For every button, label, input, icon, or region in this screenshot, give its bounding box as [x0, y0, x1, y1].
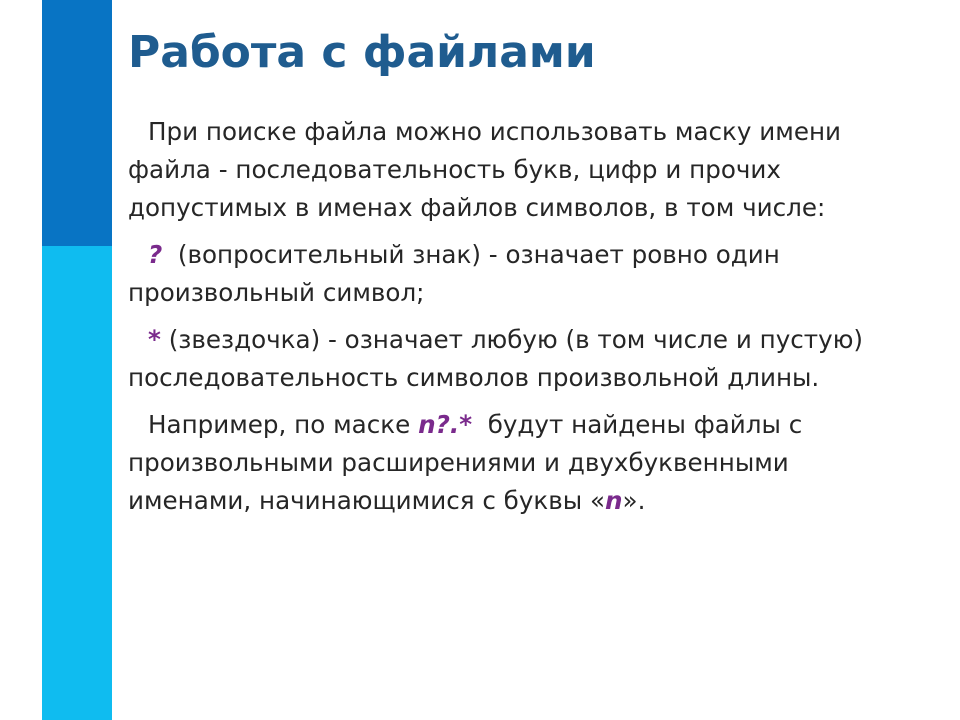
intro-line-2: файла - последовательность букв, цифр и прочих — [128, 155, 781, 184]
question-mark-paragraph — [128, 236, 928, 312]
example-lead: Например, по маске — [148, 410, 419, 439]
example-line-2: произвольными расширениями и двухбуквенными — [128, 448, 789, 477]
example-letter: n — [605, 486, 623, 515]
intro-line-3: допустимых в именах файлов символов, в том числе: — [128, 193, 826, 222]
example-line-3-start: именами, начинающимися с буквы « — [128, 486, 606, 515]
question-mark-symbol: ? — [148, 240, 163, 269]
question-mark-description: (вопросительный знак) - означает ровно один — [162, 240, 780, 269]
side-bar-light — [42, 246, 112, 720]
page-title: Работа с файлами — [128, 27, 596, 78]
asterisk-symbol: * — [148, 325, 161, 354]
asterisk-description: (звездочка) - означает любую (в том числе и пустую) — [160, 325, 863, 354]
question-mark-line-2: произвольный символ; — [128, 278, 425, 307]
slide-body — [128, 113, 928, 529]
intro-line-1: При поиске файла можно использовать маску имени — [148, 117, 842, 146]
example-line-3-end: ». — [622, 486, 646, 515]
asterisk-paragraph — [128, 321, 928, 397]
example-paragraph — [128, 406, 928, 520]
asterisk-line-2: последовательность символов произвольной длины. — [128, 363, 820, 392]
side-bar-dark — [42, 0, 112, 246]
intro-paragraph — [128, 113, 928, 227]
example-mask: n?.* — [418, 410, 473, 439]
example-result: будут найдены файлы с — [472, 410, 803, 439]
